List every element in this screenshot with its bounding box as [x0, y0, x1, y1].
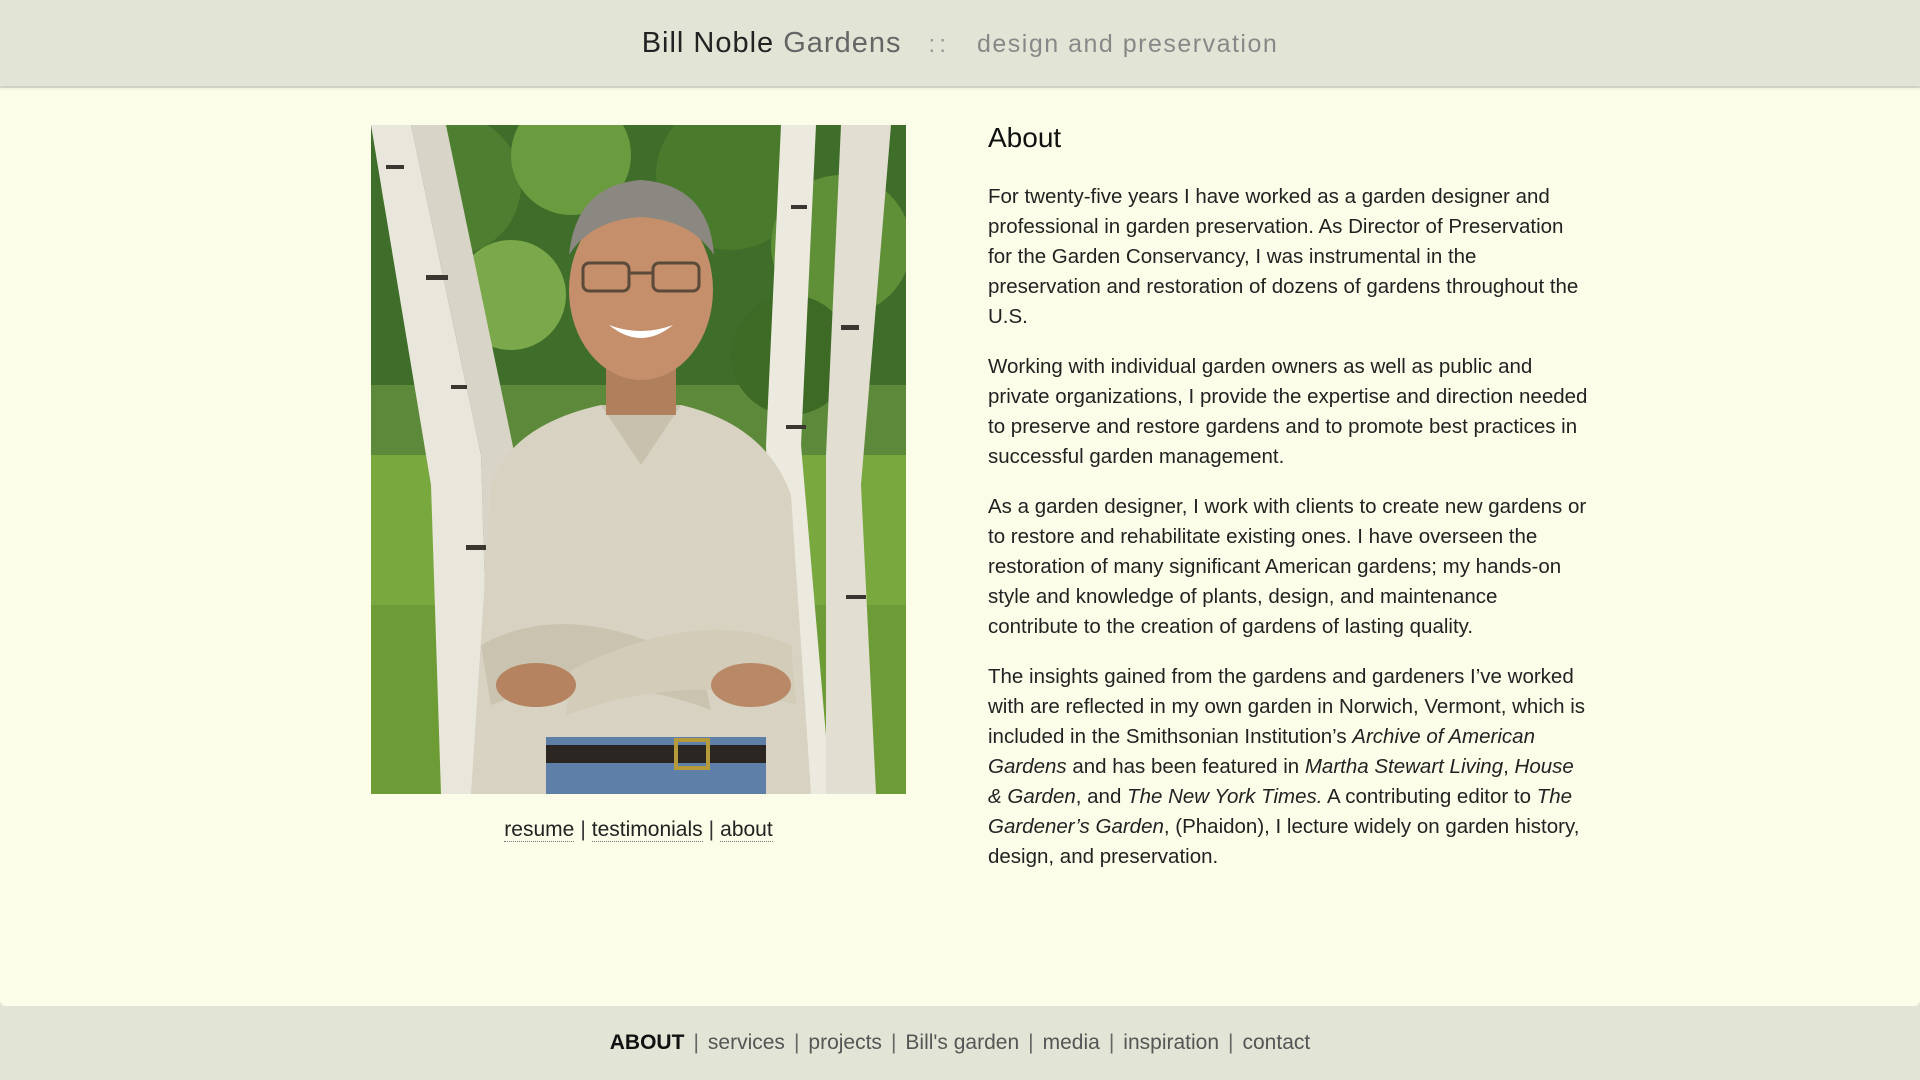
- p4-italic-martha: Martha Stewart Living: [1304, 755, 1504, 778]
- about-paragraph-1: For twenty-five years I have worked as a garden designer and professional in garden preservation. As Director of Preservation for the Garden Conservancy, I was instrumental in the preservation and restoration of dozens of gardens throughout the U.S.: [988, 185, 1579, 328]
- footer-nav-contact[interactable]: contact: [1242, 1031, 1311, 1054]
- p4-text: and has been featured in: [1066, 755, 1305, 778]
- brand-tagline: design and preservation: [976, 29, 1279, 58]
- footer-nav-projects[interactable]: projects: [808, 1031, 882, 1054]
- about-paragraph-4: [988, 662, 1590, 872]
- subnav-resume-link[interactable]: resume: [504, 818, 575, 841]
- subnav-about-link[interactable]: about: [720, 818, 773, 841]
- p4-text: , and: [1075, 785, 1128, 808]
- page-title: About: [988, 122, 1062, 153]
- main-content-panel: [0, 88, 1920, 1006]
- p4-text: , (Phaidon), I lecture widely on garden history, design, and preservation.: [988, 815, 1580, 868]
- footer-nav-bills-garden[interactable]: Bill's garden: [905, 1031, 1020, 1054]
- subnav-separator: |: [708, 818, 715, 841]
- about-paragraph-3: As a garden designer, I work with clients to create new gardens or to restore and rehabilitate existing ones. I have overseen the restoration of many significant American gardens; my hands-on style and knowledge of plants, design, and maintenance contribute to the creation of gardens of lasting quality.: [988, 495, 1587, 638]
- site-brand[interactable]: [642, 27, 1279, 60]
- about-paragraph-2: Working with individual garden owners as well as public and private organizations, I provide the expertise and direction needed to preserve and restore gardens and to promote best practices in successful garden management.: [988, 355, 1588, 468]
- p4-italic-gardeners-garden: The Gardener’s Garden: [988, 785, 1573, 838]
- footer-separator: |: [890, 1031, 897, 1054]
- p4-text: ,: [1503, 755, 1515, 778]
- about-subnav: [371, 818, 906, 842]
- about-article: [988, 120, 1590, 892]
- portrait-photo: [371, 125, 906, 794]
- p4-italic-nyt: The New York Times.: [1127, 785, 1323, 808]
- brand-separator: ::: [928, 30, 950, 58]
- subnav-separator: |: [580, 818, 586, 841]
- footer-separator: |: [693, 1031, 699, 1054]
- p4-text: The insights gained from the gardens and gardeners I’ve worked with are reflected in my own garden in Norwich, Vermont, which is included in the Smithsonian Institution’s: [988, 665, 1586, 748]
- footer-nav-about[interactable]: ABOUT: [609, 1031, 685, 1054]
- footer-separator: |: [1028, 1031, 1034, 1054]
- footer-separator: |: [1108, 1031, 1115, 1054]
- subnav-testimonials-link[interactable]: testimonials: [591, 818, 703, 841]
- footer-nav-media[interactable]: media: [1042, 1031, 1100, 1054]
- p4-text: A contributing editor to: [1322, 785, 1537, 808]
- footer-nav-services[interactable]: services: [707, 1031, 785, 1054]
- brand-name: Bill Noble: [641, 26, 775, 59]
- footer-separator: |: [1228, 1031, 1234, 1054]
- footer-separator: |: [793, 1031, 800, 1054]
- p4-italic-archive: Archive of American Gardens: [988, 725, 1535, 778]
- footer-nav: [0, 1006, 1920, 1080]
- site-header: [0, 0, 1920, 86]
- brand-suffix: Gardens: [783, 26, 902, 59]
- p4-italic-house-garden: House & Garden: [988, 755, 1574, 808]
- footer-nav-inspiration[interactable]: inspiration: [1123, 1031, 1220, 1054]
